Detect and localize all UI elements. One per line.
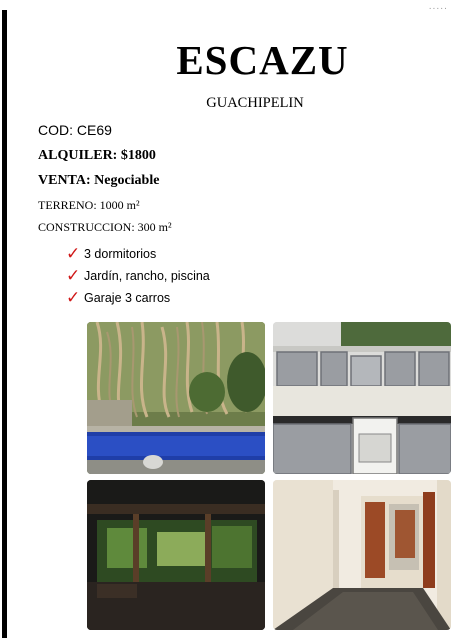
terrace-illustration bbox=[87, 480, 265, 630]
feature-label: 3 dormitorios bbox=[84, 247, 157, 261]
sale-price: VENTA: Negociable bbox=[38, 173, 160, 188]
corner-mark: ..... bbox=[428, 2, 448, 12]
pool-garden-illustration bbox=[87, 322, 265, 474]
check-icon: ✓ bbox=[66, 265, 81, 286]
photo-terrace-view bbox=[87, 480, 265, 630]
page-title: ESCAZU bbox=[176, 37, 349, 83]
photo-hallway bbox=[273, 480, 451, 630]
photo-kitchen bbox=[273, 322, 451, 474]
left-border-rule bbox=[2, 10, 7, 638]
feature-label: Garaje 3 carros bbox=[84, 291, 171, 305]
feature-label: Jardín, rancho, piscina bbox=[84, 269, 210, 283]
feature-item bbox=[66, 287, 210, 309]
feature-item bbox=[66, 243, 210, 265]
feature-item bbox=[66, 265, 210, 287]
page-subtitle: GUACHIPELIN bbox=[206, 95, 304, 111]
rent-price: ALQUILER: $1800 bbox=[38, 148, 156, 163]
property-code: COD: CE69 bbox=[38, 122, 112, 138]
check-icon: ✓ bbox=[66, 287, 81, 308]
land-area: TERRENO: 1000 m² bbox=[38, 198, 140, 212]
photo-pool-garden bbox=[87, 322, 265, 474]
hallway-illustration bbox=[273, 480, 451, 630]
check-icon: ✓ bbox=[66, 243, 81, 264]
kitchen-illustration bbox=[273, 322, 451, 474]
feature-list bbox=[66, 243, 210, 309]
construction-area: CONSTRUCCION: 300 m² bbox=[38, 220, 172, 234]
